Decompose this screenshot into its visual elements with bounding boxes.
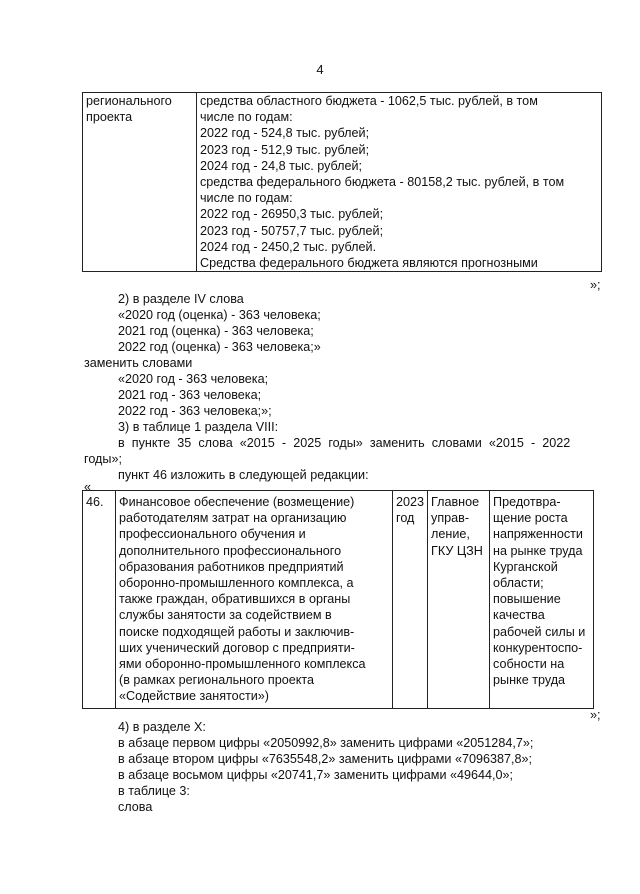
table1-value-line: 2022 год - 524,8 тыс. рублей; bbox=[200, 126, 370, 141]
body-line: «2020 год (оценка) - 363 человека; bbox=[118, 308, 321, 322]
page-number: 4 bbox=[316, 62, 324, 77]
table1-value-line: 2023 год - 512,9 тыс. рублей; bbox=[200, 142, 370, 157]
description-line: работодателям затрат на организацию bbox=[119, 511, 347, 526]
description-line: службы занятости за содействием в bbox=[119, 608, 332, 623]
executor-line: Главное bbox=[431, 495, 480, 509]
item-number-cell bbox=[83, 491, 116, 709]
result-line: качества bbox=[493, 608, 545, 623]
table1-label-line: регионального bbox=[86, 94, 172, 108]
description-line: дополнительного профессионального bbox=[119, 543, 342, 558]
result-line: напряженности bbox=[493, 527, 583, 542]
body-line: 2021 год (оценка) - 363 человека; bbox=[118, 324, 314, 338]
table1-value-line: 2024 год - 24,8 тыс. рублей; bbox=[200, 158, 363, 173]
description-line: оборонно-промышленного комплекса, а bbox=[119, 576, 354, 591]
table1-value-line: 2024 год - 2450,2 тыс. рублей. bbox=[200, 239, 377, 254]
result-line: щение роста bbox=[493, 511, 568, 526]
result-line: конкурентоспо- bbox=[493, 640, 583, 655]
table1-value-line: Средства федерального бюджета являются прогнозными bbox=[200, 256, 538, 271]
item-year-cell bbox=[393, 491, 428, 709]
table1-label-line: проекта bbox=[86, 110, 133, 125]
result-line: на рынке труда bbox=[493, 543, 583, 558]
result-line: Курганской bbox=[493, 559, 558, 574]
opening-quote-2: « bbox=[84, 480, 92, 494]
result-line: рабочей силы и bbox=[493, 624, 586, 639]
table1-value-line: 2022 год - 26950,3 тыс. рублей; bbox=[200, 207, 384, 222]
executor-line: управ- bbox=[431, 511, 470, 526]
body-line: в абзаце первом цифры «2050992,8» заменить цифрами «2051284,7»; bbox=[118, 736, 534, 750]
item-executor-cell bbox=[428, 491, 490, 709]
result-line: рынке труда bbox=[493, 673, 566, 688]
closing-quote-2: »; bbox=[590, 708, 601, 722]
body-line: пункт 46 изложить в следующей редакции: bbox=[118, 468, 369, 482]
item-description-cell bbox=[116, 491, 393, 709]
table1-value-cell bbox=[197, 93, 602, 272]
body-line: 2022 год - 363 человека;»; bbox=[118, 404, 272, 418]
description-line: профессионального обучения и bbox=[119, 527, 306, 542]
table1-value-line: числе по годам: bbox=[200, 191, 293, 206]
body-line: в таблице 3: bbox=[118, 784, 190, 798]
description-line: «Содействие занятости») bbox=[119, 689, 269, 704]
description-line: поиске подходящей работы и заключив- bbox=[119, 624, 355, 639]
description-line: образования работников предприятий bbox=[119, 559, 344, 574]
year-line: 2023 bbox=[396, 495, 425, 509]
description-line: также граждан, обратившихся в органы bbox=[119, 592, 351, 607]
table1-value-line: числе по годам: bbox=[200, 110, 293, 125]
body-line: годы»; bbox=[84, 452, 122, 466]
body-line: в абзаце восьмом цифры «20741,7» заменить цифрами «49644,0»; bbox=[118, 768, 514, 782]
item-46-table bbox=[82, 490, 594, 709]
item-number: 46. bbox=[86, 495, 104, 509]
body-line: слова bbox=[118, 800, 153, 814]
result-line: Предотвра- bbox=[493, 495, 561, 509]
body-line: заменить словами bbox=[84, 356, 193, 370]
body-line: 4) в разделе X: bbox=[118, 720, 206, 734]
description-line: ями оборонно-промышленного комплекса bbox=[119, 657, 366, 672]
table1-value-line: средства областного бюджета - 1062,5 тыс. рублей, в том bbox=[200, 94, 538, 108]
result-line: собности на bbox=[493, 657, 565, 672]
body-line: 3) в таблице 1 раздела VIII: bbox=[118, 420, 279, 434]
body-line: в абзаце втором цифры «7635548,2» заменить цифрами «7096387,8»; bbox=[118, 752, 533, 766]
table1-value-line: 2023 год - 50757,7 тыс. рублей; bbox=[200, 223, 384, 238]
result-line: повышение bbox=[493, 592, 561, 607]
year-line: год bbox=[396, 511, 415, 526]
executor-line: ление, bbox=[431, 527, 470, 542]
description-line: ших ученический договор с предприяти- bbox=[119, 640, 355, 655]
description-line: (в рамках регионального проекта bbox=[119, 673, 315, 688]
body-line: «2020 год - 363 человека; bbox=[118, 372, 269, 386]
budget-table-fragment bbox=[82, 92, 602, 272]
item-result-cell bbox=[490, 491, 594, 709]
table1-value-line: средства федерального бюджета - 80158,2 тыс. рублей, в том bbox=[200, 175, 565, 190]
body-line: 2022 год (оценка) - 363 человека;» bbox=[118, 340, 321, 354]
result-line: области; bbox=[493, 576, 544, 591]
closing-quote-1: »; bbox=[590, 278, 601, 292]
body-line: в пункте 35 слова «2015 - 2025 годы» заменить словами «2015 - 2022 bbox=[118, 436, 571, 450]
description-line: Финансовое обеспечение (возмещение) bbox=[119, 495, 355, 509]
executor-line: ГКУ ЦЗН bbox=[431, 543, 483, 558]
body-line: 2021 год - 363 человека; bbox=[118, 388, 262, 402]
body-line: 2) в разделе IV слова bbox=[118, 292, 244, 306]
table1-label-cell bbox=[83, 93, 197, 272]
